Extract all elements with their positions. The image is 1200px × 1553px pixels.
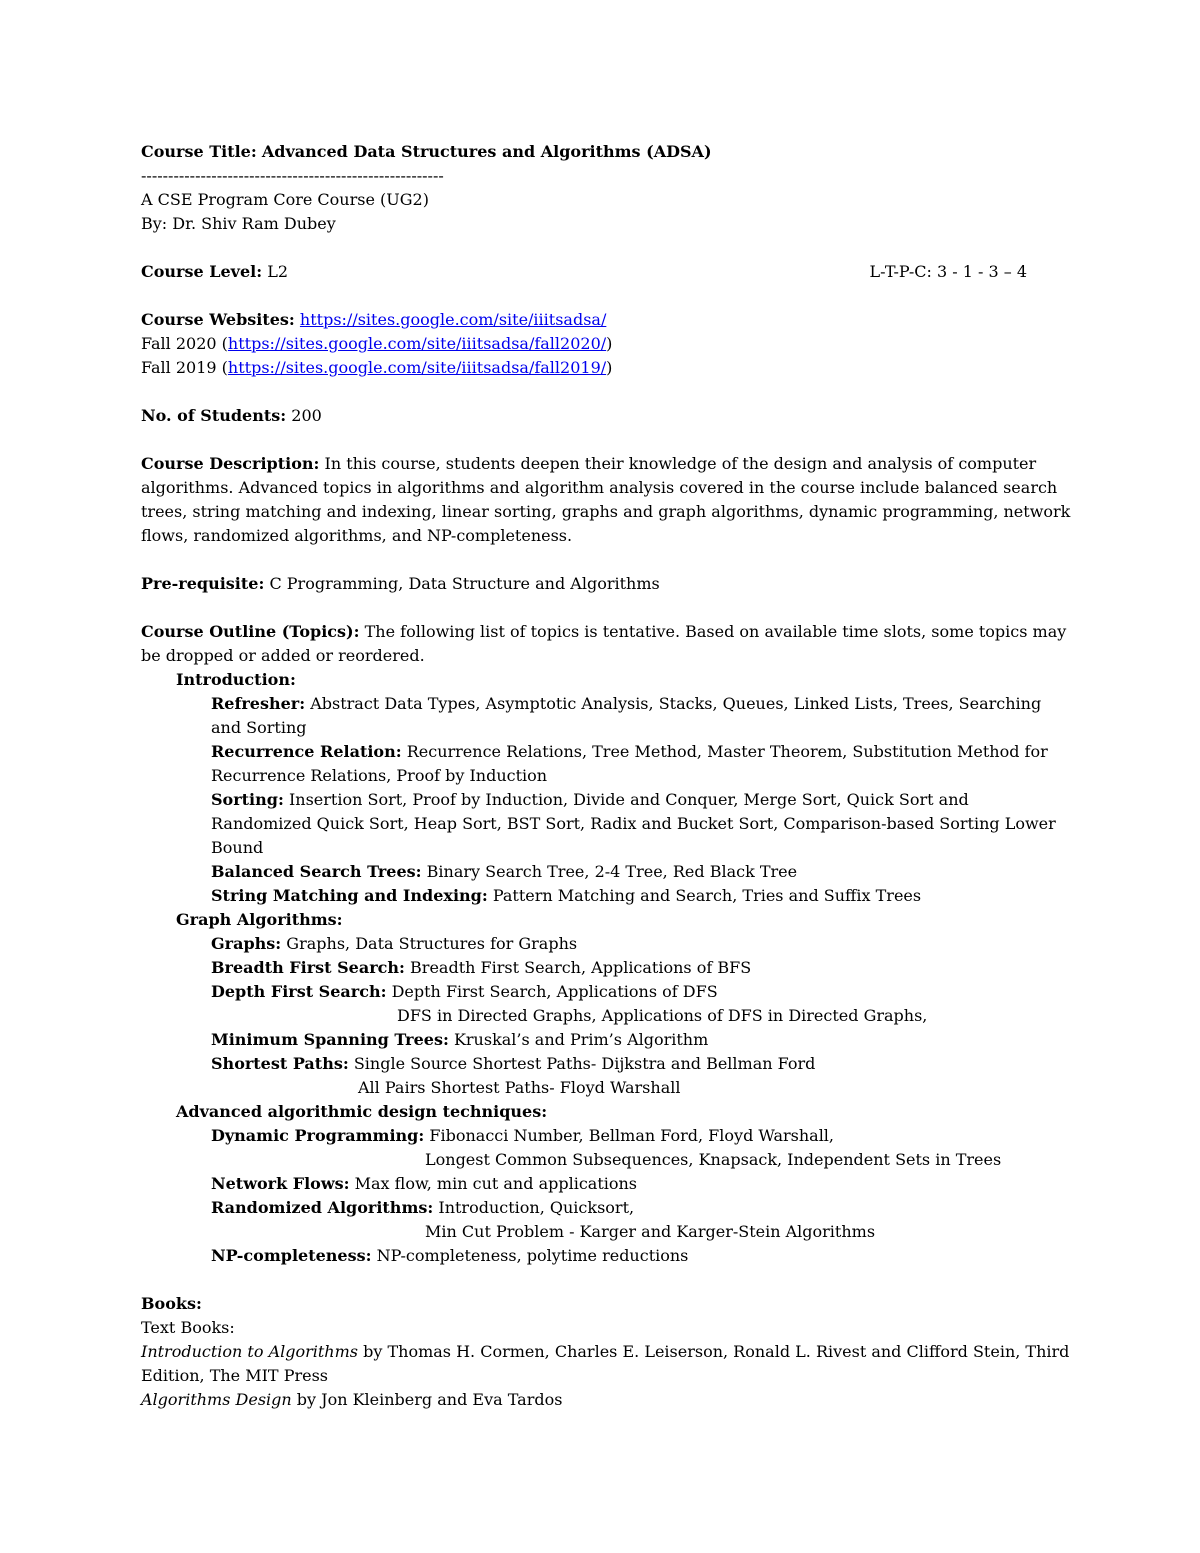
fall2019-link[interactable]: https://sites.google.com/site/iiitsadsa/fall2019/ [227,358,607,377]
books-heading-text: Books: [141,1294,202,1313]
fall2019-line [141,356,1071,380]
course-title-label: Course Title: [141,142,257,161]
course-title-line [141,140,1071,164]
topic-text: Max flow, min cut and applications [354,1174,638,1193]
topic-randomized-continued: Min Cut Problem - Karger and Karger-Stein Algorithms [425,1222,876,1241]
topic-shortest-paths-continued: All Pairs Shortest Paths- Floyd Warshall [358,1078,681,1097]
students-value: 200 [291,406,322,425]
topic-bfs [141,956,1071,980]
topic-text: Single Source Shortest Paths- Dijkstra and Bellman Ford [353,1054,816,1073]
syllabus-page [141,140,1071,1412]
topic-text: Binary Search Tree, 2-4 Tree, Red Black Tree [426,862,798,881]
book-2 [141,1388,1071,1412]
description-para [141,452,1071,548]
topic-label: Breadth First Search: [211,958,405,977]
topic-text: Recurrence Relations, Tree Method, Master Theorem, Substitution Method for Recurrence Relations, Proof by Induction [211,742,1048,785]
topic-label: Minimum Spanning Trees: [211,1030,449,1049]
topic-np-completeness [141,1244,1071,1268]
ltpc: L-T-P-C: 3 - 1 - 3 – 4 [869,262,1027,281]
topic-text: Introduction, Quicksort, [438,1198,635,1217]
author-line: By: Dr. Shiv Ram Dubey [141,214,336,233]
course-websites-line [141,308,1071,332]
topic-network-flows [141,1172,1071,1196]
course-level-value: L2 [267,262,289,281]
students-line [141,404,1071,428]
introduction-heading [141,668,1071,692]
book-title: Introduction to Algorithms [141,1342,358,1361]
topic-text: Graphs, Data Structures for Graphs [286,934,578,953]
topic-label: Recurrence Relation: [211,742,402,761]
topic-dfs-continued: DFS in Directed Graphs, Applications of DFS in Directed Graphs, [397,1006,928,1025]
topic-text: Depth First Search, Applications of DFS [391,982,718,1001]
topic-label: Randomized Algorithms: [211,1198,434,1217]
topic-dp-continued: Longest Common Subsequences, Knapsack, Independent Sets in Trees [425,1150,1002,1169]
topic-sorting [141,788,1071,860]
topic-text: Fibonacci Number, Bellman Ford, Floyd Warshall, [429,1126,835,1145]
book-1 [141,1340,1071,1388]
text-books-label: Text Books: [141,1318,235,1337]
prereq-label: Pre-requisite: [141,574,265,593]
topic-recurrence [141,740,1071,788]
fall2020-prefix: Fall 2020 ( [141,334,228,353]
fall2020-link[interactable]: https://sites.google.com/site/iiitsadsa/fall2020/ [227,334,607,353]
topic-shortest-paths [141,1052,1071,1076]
topic-label: Shortest Paths: [211,1054,349,1073]
fall2020-line [141,332,1071,356]
topic-text: Pattern Matching and Search, Tries and Suffix Trees [492,886,922,905]
topic-text: Kruskal’s and Prim’s Algorithm [453,1030,709,1049]
topic-text: Abstract Data Types, Asymptotic Analysis, Stacks, Queues, Linked Lists, Trees, Searching and Sorting [211,694,1042,737]
topic-label: Network Flows: [211,1174,350,1193]
topic-randomized [141,1196,1071,1220]
fall2020-suffix: ) [606,334,613,353]
outline-intro-text: The following list of topics is tentative. Based on available time slots, some topics may be dropped or added or reordered. [141,622,1067,665]
course-level-line [141,260,1027,284]
topic-label: NP-completeness: [211,1246,372,1265]
outline-intro [141,620,1071,668]
book-details: by Thomas H. Cormen, Charles E. Leiserson, Ronald L. Rivest and Clifford Stein, Third Edition, The MIT Press [141,1342,1070,1385]
introduction-heading-text: Introduction: [176,670,296,689]
description-text: In this course, students deepen their knowledge of the design and analysis of computer algorithms. Advanced topics in algorithms and algorithm analysis covered in the course include balanced search trees, string matching and indexing, linear sorting, graphs and graph algorithms, dynamic programming, network flows, randomized algorithms, and NP-completeness. [141,454,1071,545]
topic-label: String Matching and Indexing: [211,886,488,905]
main-website-link[interactable]: https://sites.google.com/site/iiitsadsa/ [299,310,607,329]
course-websites-label: Course Websites: [141,310,295,329]
graph-heading [141,908,1071,932]
advanced-heading [141,1100,1071,1124]
topic-label: Graphs: [211,934,282,953]
topic-label: Depth First Search: [211,982,387,1001]
fall2019-suffix: ) [606,358,613,377]
book-details: by Jon Kleinberg and Eva Tardos [296,1390,563,1409]
program-line: A CSE Program Core Course (UG2) [141,190,429,209]
topic-text: Breadth First Search, Applications of BFS [410,958,752,977]
topic-text: Insertion Sort, Proof by Induction, Divide and Conquer, Merge Sort, Quick Sort and Randomized Quick Sort, Heap Sort, BST Sort, Radix and Bucket Sort, Comparison-based Sorting Lower Bound [211,790,1056,857]
outline-label: Course Outline (Topics): [141,622,360,641]
graph-heading-text: Graph Algorithms: [176,910,343,929]
course-level-label: Course Level: [141,262,263,281]
topic-dp [141,1124,1071,1148]
topic-graphs [141,932,1071,956]
topic-label: Sorting: [211,790,284,809]
advanced-heading-text: Advanced algorithmic design techniques: [176,1102,548,1121]
title-rule: -------------------------------------------------------- [141,166,444,185]
books-heading [141,1292,1071,1316]
topic-label: Refresher: [211,694,306,713]
students-label: No. of Students: [141,406,287,425]
prereq-line [141,572,1071,596]
topic-mst [141,1028,1071,1052]
topic-refresher [141,692,1071,740]
description-label: Course Description: [141,454,320,473]
topic-balanced-trees [141,860,1071,884]
topic-dfs [141,980,1071,1004]
topic-string-matching [141,884,1071,908]
topic-label: Balanced Search Trees: [211,862,422,881]
topic-text: NP-completeness, polytime reductions [376,1246,689,1265]
prereq-value: C Programming, Data Structure and Algorithms [269,574,660,593]
fall2019-prefix: Fall 2019 ( [141,358,228,377]
topic-label: Dynamic Programming: [211,1126,425,1145]
book-title: Algorithms Design [141,1390,292,1409]
course-title: Advanced Data Structures and Algorithms (ADSA) [261,142,712,161]
